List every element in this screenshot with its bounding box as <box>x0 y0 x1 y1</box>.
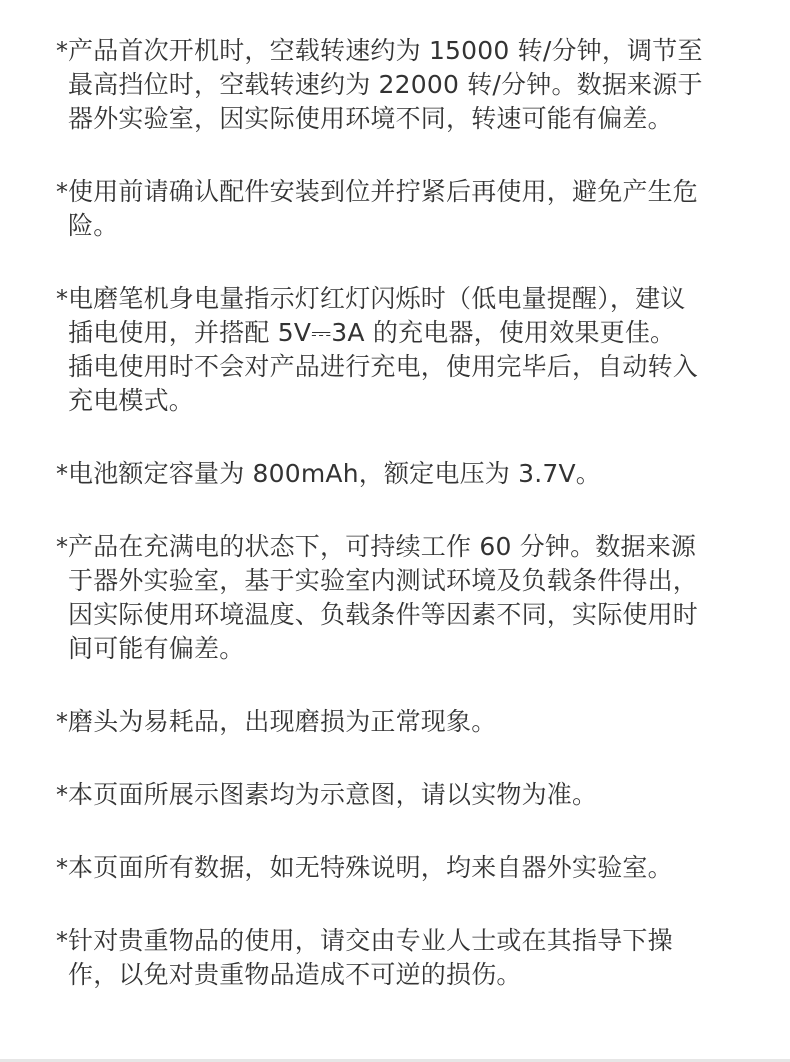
note-text: 电池额定容量为 800mAh，额定电压为 3.7V。 <box>68 459 601 488</box>
note-working-time <box>56 530 746 666</box>
note-illustration <box>56 778 746 812</box>
note-valuables <box>56 924 746 992</box>
note-marker: * <box>56 854 68 882</box>
note-marker: * <box>56 285 68 313</box>
note-marker: * <box>56 460 68 488</box>
note-low-battery <box>56 282 746 418</box>
note-rotation-speed <box>56 34 746 136</box>
note-text: 使用前请确认配件安装到位并拧紧后再使用，避免产生危 险。 <box>68 177 699 240</box>
note-accessory-install <box>56 175 746 243</box>
note-text: 电磨笔机身电量指示灯红灯闪烁时（低电量提醒），建议 插电使用，并搭配 5V⎓3A 的充电器，使用效果更佳。 插电使用时不会对产品进行充电，使用完毕后，自动转入 充电模式。 <box>68 284 699 415</box>
note-text: 本页面所展示图素均为示意图，请以实物为准。 <box>68 780 598 809</box>
note-text: 针对贵重物品的使用，请交由专业人士或在其指导下操 作，以免对贵重物品造成不可逆的损伤。 <box>68 926 673 989</box>
note-marker: * <box>56 178 68 206</box>
note-marker: * <box>56 927 68 955</box>
note-text: 磨头为易耗品，出现磨损为正常现象。 <box>68 707 497 736</box>
note-marker: * <box>56 37 68 65</box>
note-text: 产品在充满电的状态下，可持续工作 60 分钟。数据来源 于器外实验室，基于实验室内测试环境及负载条件得出， 因实际使用环境温度、负载条件等因素不同，实际使用时 间可能有偏差。 <box>68 532 699 663</box>
note-battery-capacity <box>56 457 746 491</box>
note-marker: * <box>56 708 68 736</box>
note-consumable-bit <box>56 705 746 739</box>
note-marker: * <box>56 781 68 809</box>
note-text: 产品首次开机时，空载转速约为 15000 转/分钟，调节至 最高挡位时，空载转速约为 22000 转/分钟。数据来源于 器外实验室，因实际使用环境不同，转速可能有偏差。 <box>68 36 703 133</box>
note-data-source <box>56 851 746 885</box>
note-marker: * <box>56 533 68 561</box>
disclaimer-notes <box>56 34 746 1031</box>
note-text: 本页面所有数据，如无特殊说明，均来自器外实验室。 <box>68 853 673 882</box>
